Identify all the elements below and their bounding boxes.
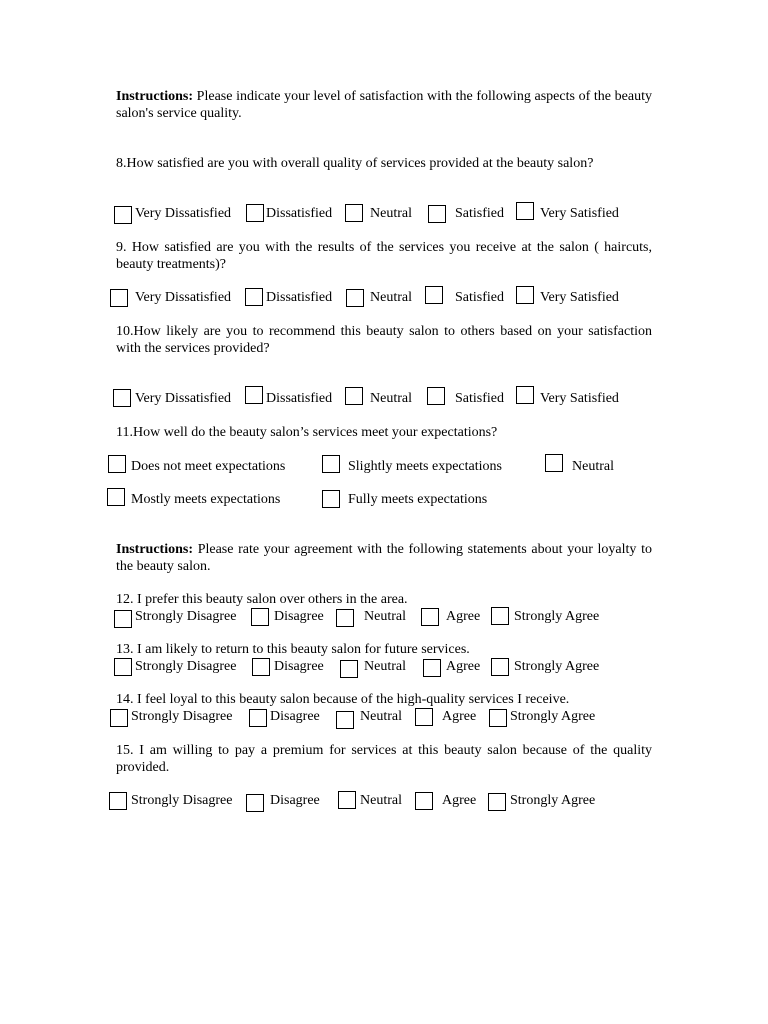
q15-strongly-agree-checkbox[interactable]: [488, 793, 506, 811]
q14-strongly-agree-checkbox[interactable]: [489, 709, 507, 727]
question-9: 9. How satisfied are you with the results of the services you receive at the salon ( haircuts, beauty treatments)?: [116, 240, 652, 272]
instructions-text: Please rate your agreement with the following statements about your loyalty to the beauty salon.: [116, 542, 652, 574]
option-label: Disagree: [274, 609, 324, 624]
option-label: Slightly meets expectations: [348, 459, 502, 474]
q10-satisfied-checkbox[interactable]: [427, 387, 445, 405]
option-label: Strongly Disagree: [131, 709, 233, 724]
option-label: Very Satisfied: [540, 391, 619, 406]
q15-disagree-checkbox[interactable]: [246, 794, 264, 812]
q10-dissatisfied-checkbox[interactable]: [245, 386, 263, 404]
instructions-text: Please indicate your level of satisfaction with the following aspects of the beauty salon's service quality.: [116, 89, 652, 121]
option-label: Disagree: [274, 659, 324, 674]
q15-neutral-checkbox[interactable]: [338, 791, 356, 809]
q15-agree-checkbox[interactable]: [415, 792, 433, 810]
option-label: Agree: [442, 793, 477, 808]
instructions-label: Instructions:: [116, 542, 194, 557]
q8-dissatisfied-checkbox[interactable]: [246, 204, 264, 222]
q14-strongly-disagree-checkbox[interactable]: [110, 709, 128, 727]
option-label: Neutral: [370, 206, 412, 221]
q13-agree-checkbox[interactable]: [423, 659, 441, 677]
option-label: Neutral: [360, 709, 402, 724]
question-13: 13. I am likely to return to this beauty salon for future services.: [116, 642, 470, 657]
option-label: Very Dissatisfied: [135, 290, 232, 305]
option-label: Very Dissatisfied: [135, 206, 232, 221]
q14-agree-checkbox[interactable]: [415, 708, 433, 726]
option-label: Neutral: [370, 391, 412, 406]
question-15: 15. I am willing to pay a premium for services at this beauty salon because of the quality provided.: [116, 743, 652, 775]
option-label: Strongly Disagree: [135, 609, 237, 624]
option-label: Very Satisfied: [540, 206, 619, 221]
option-label: Fully meets expectations: [348, 492, 488, 507]
option-label: Dissatisfied: [266, 206, 333, 221]
option-label: Very Dissatisfied: [135, 391, 232, 406]
q11-slightly-meets-checkbox[interactable]: [322, 455, 340, 473]
option-label: Strongly Disagree: [131, 793, 233, 808]
instructions-satisfaction: [116, 88, 652, 122]
question-11: 11.How well do the beauty salon’s services meet your expectations?: [116, 425, 498, 440]
q11-neutral-checkbox[interactable]: [545, 454, 563, 472]
q8-very-dissatisfied-checkbox[interactable]: [114, 206, 132, 224]
q13-disagree-checkbox[interactable]: [252, 658, 270, 676]
option-label: Strongly Agree: [510, 793, 596, 808]
option-label: Disagree: [270, 709, 320, 724]
question-14: 14. I feel loyal to this beauty salon because of the high-quality services I receive.: [116, 692, 570, 707]
option-label: Neutral: [364, 609, 406, 624]
option-label: Dissatisfied: [266, 290, 333, 305]
q12-agree-checkbox[interactable]: [421, 608, 439, 626]
option-label: Disagree: [270, 793, 320, 808]
option-label: Agree: [446, 609, 481, 624]
option-label: Mostly meets expectations: [131, 492, 281, 507]
q9-very-dissatisfied-checkbox[interactable]: [110, 289, 128, 307]
option-label: Agree: [442, 709, 477, 724]
option-label: Neutral: [364, 659, 406, 674]
q12-strongly-agree-checkbox[interactable]: [491, 607, 509, 625]
q10-very-dissatisfied-checkbox[interactable]: [113, 389, 131, 407]
instructions-label: Instructions:: [116, 89, 194, 104]
q14-neutral-checkbox[interactable]: [336, 711, 354, 729]
question-10: 10.How likely are you to recommend this beauty salon to others based on your satisfaction with the services provided?: [116, 324, 652, 356]
q8-satisfied-checkbox[interactable]: [428, 205, 446, 223]
option-label: Strongly Agree: [510, 709, 596, 724]
q10-neutral-checkbox[interactable]: [345, 387, 363, 405]
option-label: Strongly Agree: [514, 659, 600, 674]
option-label: Strongly Agree: [514, 609, 600, 624]
option-label: Neutral: [370, 290, 412, 305]
option-label: Agree: [446, 659, 481, 674]
question-12: 12. I prefer this beauty salon over others in the area.: [116, 592, 408, 607]
q15-strongly-disagree-checkbox[interactable]: [109, 792, 127, 810]
option-label: Dissatisfied: [266, 391, 333, 406]
option-label: Satisfied: [455, 206, 504, 221]
q9-satisfied-checkbox[interactable]: [425, 286, 443, 304]
option-label: Very Satisfied: [540, 290, 619, 305]
option-label: Neutral: [360, 793, 402, 808]
instructions-loyalty: [116, 541, 652, 575]
q9-very-satisfied-checkbox[interactable]: [516, 286, 534, 304]
q12-disagree-checkbox[interactable]: [251, 608, 269, 626]
q13-strongly-disagree-checkbox[interactable]: [114, 658, 132, 676]
q11-mostly-meets-checkbox[interactable]: [107, 488, 125, 506]
option-label: Strongly Disagree: [135, 659, 237, 674]
q10-very-satisfied-checkbox[interactable]: [516, 386, 534, 404]
q12-strongly-disagree-checkbox[interactable]: [114, 610, 132, 628]
q14-disagree-checkbox[interactable]: [249, 709, 267, 727]
q13-neutral-checkbox[interactable]: [340, 660, 358, 678]
q9-dissatisfied-checkbox[interactable]: [245, 288, 263, 306]
q9-neutral-checkbox[interactable]: [346, 289, 364, 307]
q8-neutral-checkbox[interactable]: [345, 204, 363, 222]
option-label: Satisfied: [455, 290, 504, 305]
q12-neutral-checkbox[interactable]: [336, 609, 354, 627]
option-label: Satisfied: [455, 391, 504, 406]
q13-strongly-agree-checkbox[interactable]: [491, 658, 509, 676]
q11-does-not-meet-checkbox[interactable]: [108, 455, 126, 473]
option-label: Neutral: [572, 459, 614, 474]
q8-very-satisfied-checkbox[interactable]: [516, 202, 534, 220]
q11-fully-meets-checkbox[interactable]: [322, 490, 340, 508]
option-label: Does not meet expectations: [131, 459, 286, 474]
question-8: 8.How satisfied are you with overall quality of services provided at the beauty salon?: [116, 156, 594, 171]
